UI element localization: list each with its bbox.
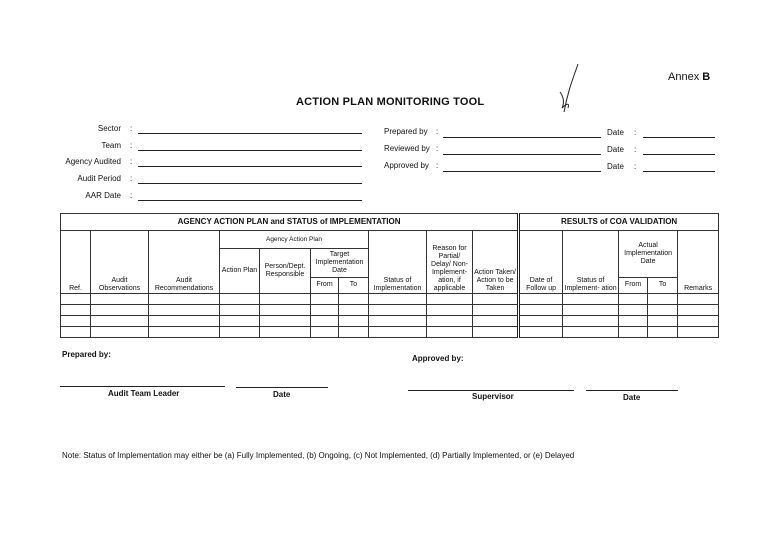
table-row: [61, 294, 719, 305]
colon: :: [130, 157, 133, 166]
colon: :: [634, 145, 637, 154]
col-action-taken: Action Taken/ Action to be Taken: [473, 231, 519, 294]
agency-audited-field[interactable]: [138, 166, 362, 167]
reviewed-date-field[interactable]: [643, 154, 715, 155]
colon: :: [130, 124, 133, 133]
col-remarks: Remarks: [678, 231, 719, 294]
target-date-group: Target Implementation Date: [311, 249, 369, 278]
team-label: Team: [101, 141, 121, 150]
colon: :: [436, 161, 439, 170]
col-actual-from: From: [619, 278, 648, 294]
colon: :: [634, 128, 637, 137]
approved-date-field[interactable]: [643, 171, 715, 172]
audit-period-field[interactable]: [138, 183, 362, 184]
date-label: Date: [607, 162, 624, 171]
col-status-coa: Status of Implement- ation: [563, 231, 619, 294]
table-row: [61, 327, 719, 338]
monitoring-table: [60, 213, 719, 338]
supervisor-date-line[interactable]: [586, 390, 678, 391]
col-action-plan: Action Plan: [220, 249, 260, 294]
colon: :: [130, 191, 133, 200]
handwritten-initial-mark: [556, 62, 584, 118]
prepared-by-heading: Prepared by:: [62, 350, 111, 359]
agency-audited-label: Agency Audited: [65, 157, 121, 166]
agency-action-plan-band: AGENCY ACTION PLAN and STATUS of IMPLEMENTATION: [61, 214, 519, 231]
colon: :: [634, 162, 637, 171]
colon: :: [130, 174, 133, 183]
col-person: Person/Dept. Responsible: [260, 249, 311, 294]
aar-date-field[interactable]: [138, 200, 362, 201]
agency-action-plan-group: Agency Action Plan: [220, 231, 369, 249]
page-title: ACTION PLAN MONITORING TOOL: [296, 96, 485, 108]
actual-date-group: Actual Implementation Date: [619, 231, 678, 278]
col-reason: Reason for Partial/ Delay/ Non- Implement- ation, if applicable: [427, 231, 473, 294]
supervisor-date-label: Date: [623, 393, 641, 402]
table-row: [61, 316, 719, 327]
approved-by-heading: Approved by:: [412, 354, 464, 363]
status-note: Note: Status of Implementation may either be (a) Fully Implemented, (b) Ongoing, (c) Not Implemented, (d) Partially Implemented, or (e) Delayed: [62, 451, 575, 460]
prepared-date-field[interactable]: [643, 137, 715, 138]
col-actual-to: To: [648, 278, 678, 294]
sector-label: Sector: [97, 124, 121, 133]
approved-by-label: Approved by: [384, 161, 429, 170]
colon: :: [130, 141, 133, 150]
col-observations: Audit Observations: [91, 231, 149, 294]
supervisor-signature-line[interactable]: [408, 390, 574, 391]
reviewed-by-field[interactable]: [443, 154, 601, 155]
colon: :: [436, 127, 439, 136]
col-status: Status of Implementation: [369, 231, 427, 294]
col-target-from: From: [311, 278, 339, 294]
reviewed-by-label: Reviewed by: [384, 144, 430, 153]
leader-date-line[interactable]: [236, 387, 328, 388]
date-label: Date: [607, 128, 624, 137]
annex-letter: B: [702, 71, 711, 83]
prepared-by-field[interactable]: [443, 137, 601, 138]
col-follow-up: Date of Follow up: [519, 231, 563, 294]
table-row: [61, 305, 719, 316]
audit-team-leader-label: Audit Team Leader: [108, 389, 180, 398]
prepared-by-label: Prepared by: [384, 127, 428, 136]
team-field[interactable]: [138, 150, 362, 151]
annex-label: Annex B: [668, 71, 711, 83]
colon: :: [436, 144, 439, 153]
col-recommendations: Audit Recommendations: [149, 231, 220, 294]
approved-by-field[interactable]: [443, 171, 601, 172]
supervisor-label: Supervisor: [472, 392, 514, 401]
coa-validation-band: RESULTS of COA VALIDATION: [519, 214, 719, 231]
sector-field[interactable]: [138, 133, 362, 134]
audit-period-label: Audit Period: [77, 174, 121, 183]
audit-team-leader-signature-line[interactable]: [60, 386, 225, 387]
col-ref: Ref.: [61, 231, 91, 294]
leader-date-label: Date: [273, 390, 291, 399]
aar-date-label: AAR Date: [85, 191, 121, 200]
date-label: Date: [607, 145, 624, 154]
col-target-to: To: [339, 278, 369, 294]
